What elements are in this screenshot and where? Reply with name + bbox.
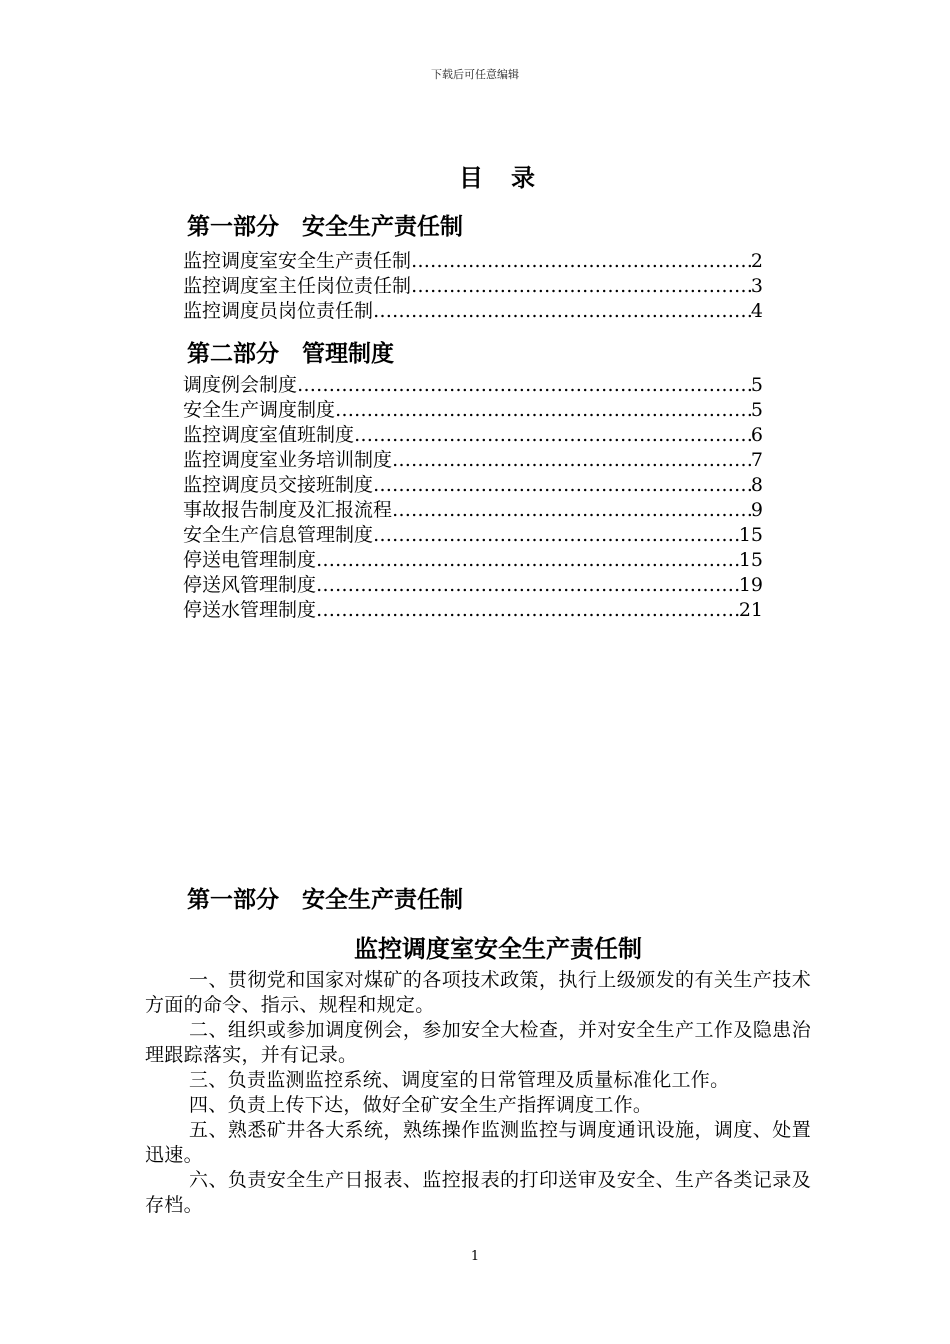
toc-part1-list — [183, 249, 763, 324]
body-paragraph: 二、组织或参加调度例会，参加安全大检查，并对安全生产工作及隐患治理跟踪落实，并有记录。 — [145, 1019, 811, 1066]
toc-entry[interactable] — [183, 573, 763, 598]
body-paragraph: 一、贯彻党和国家对煤矿的各项技术政策，执行上级颁发的有关生产技术方面的命令、指示、规程和规定。 — [145, 969, 811, 1016]
toc-entry-title: 监控调度室业务培训制度 — [183, 449, 393, 471]
toc-leader-dots — [354, 423, 751, 448]
body-paragraph: 五、熟悉矿井各大系统，熟练操作监测监控与调度通讯设施，调度、处置迅速。 — [145, 1119, 811, 1166]
toc-leader-dots — [297, 373, 751, 398]
toc-leader-dots — [373, 299, 751, 324]
toc-entry-title: 停送电管理制度 — [183, 549, 317, 571]
toc-entry-title: 停送水管理制度 — [183, 599, 317, 621]
toc-entry-page: 15 — [738, 524, 763, 546]
toc-entry-page: 21 — [738, 599, 763, 621]
toc-leader-dots — [373, 473, 751, 498]
toc-entry-page: 2 — [750, 250, 763, 272]
toc-entry-page: 6 — [750, 424, 763, 446]
toc-entry-page: 5 — [750, 374, 763, 396]
toc-leader-dots — [316, 548, 739, 573]
page-header: 下载后可任意编辑 — [431, 68, 519, 81]
toc-entry[interactable] — [183, 498, 763, 523]
toc-entry[interactable] — [183, 473, 763, 498]
section-title: 监控调度室安全生产责任制 — [354, 934, 642, 963]
toc-entry-title: 安全生产调度制度 — [183, 399, 336, 421]
toc-leader-dots — [411, 249, 751, 274]
toc-entry[interactable] — [183, 548, 763, 573]
toc-entry-page: 7 — [750, 449, 763, 471]
toc-entry-page: 5 — [750, 399, 763, 421]
section-part-heading: 第一部分 安全生产责任制 — [187, 886, 463, 913]
toc-entry-page: 19 — [738, 574, 763, 596]
toc-leader-dots — [316, 598, 739, 623]
toc-entry-title: 监控调度员交接班制度 — [183, 474, 374, 496]
toc-entry-title: 安全生产信息管理制度 — [183, 524, 374, 546]
toc-entry-page: 15 — [738, 549, 763, 571]
toc-leader-dots — [411, 274, 751, 299]
toc-entry-page: 4 — [750, 300, 763, 322]
toc-title: 目 录 — [459, 163, 537, 192]
toc-entry-title: 监控调度室主任岗位责任制 — [183, 275, 412, 297]
toc-entry[interactable] — [183, 249, 763, 274]
toc-entry-title: 监控调度员岗位责任制 — [183, 300, 374, 322]
body-paragraph: 四、负责上传下达，做好全矿安全生产指挥调度工作。 — [189, 1094, 653, 1116]
toc-entry[interactable] — [183, 598, 763, 623]
toc-leader-dots — [392, 448, 751, 473]
toc-leader-dots — [335, 398, 751, 423]
toc-entry-page: 3 — [750, 275, 763, 297]
toc-entry[interactable] — [183, 398, 763, 423]
toc-entry[interactable] — [183, 523, 763, 548]
toc-entry[interactable] — [183, 448, 763, 473]
toc-entry-page: 9 — [750, 499, 763, 521]
toc-entry-page: 8 — [750, 474, 763, 496]
page-number: 1 — [470, 1249, 480, 1264]
toc-entry-title: 事故报告制度及汇报流程 — [183, 499, 393, 521]
toc-entry[interactable] — [183, 423, 763, 448]
body-paragraph: 六、负责安全生产日报表、监控报表的打印送审及安全、生产各类记录及存档。 — [145, 1169, 811, 1216]
toc-entry[interactable] — [183, 299, 763, 324]
toc-entry-title: 监控调度室安全生产责任制 — [183, 250, 412, 272]
toc-entry-title: 停送风管理制度 — [183, 574, 317, 596]
toc-leader-dots — [373, 523, 739, 548]
toc-entry-title: 调度例会制度 — [183, 374, 298, 396]
toc-part2-heading: 第二部分 管理制度 — [187, 340, 394, 367]
toc-part1-heading: 第一部分 安全生产责任制 — [187, 213, 463, 240]
body-paragraph: 三、负责监测监控系统、调度室的日常管理及质量标准化工作。 — [189, 1069, 730, 1091]
toc-entry[interactable] — [183, 373, 763, 398]
toc-entry-title: 监控调度室值班制度 — [183, 424, 355, 446]
section-body — [145, 968, 811, 1218]
toc-leader-dots — [316, 573, 739, 598]
toc-part2-list — [183, 373, 763, 623]
toc-entry[interactable] — [183, 274, 763, 299]
toc-leader-dots — [392, 498, 751, 523]
